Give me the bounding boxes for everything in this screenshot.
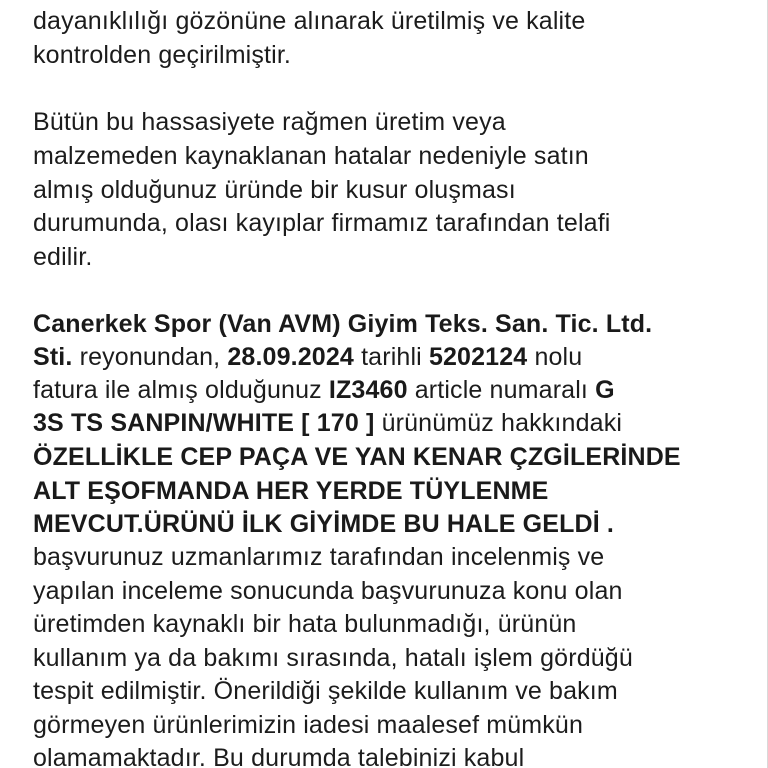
store-name-suffix: Sti. (33, 343, 73, 371)
warranty-line-3: almış olduğunuz üründe bir kusur oluşması (33, 176, 516, 204)
product-name: 3S TS SANPIN/WHITE [ 170 ] (33, 409, 375, 437)
warranty-line-1: Bütün bu hassasiyete rağmen üretim veya (33, 108, 506, 136)
case-line-3 (33, 373, 615, 407)
case-line-15: olamamaktadır. Bu durumda talebinizi kabul (33, 744, 525, 768)
case-line-2 (33, 340, 582, 374)
intro-line-2: kontrolden geçirilmiştir. (33, 41, 292, 69)
text-article: article numaralı (407, 376, 596, 404)
warranty-line-5: edilir. (33, 243, 93, 271)
text-urunumuz: ürünümüz hakkındaki (374, 409, 623, 437)
case-line-14: görmeyen ürünlerimizin iadesi maalesef mümkün (33, 711, 584, 739)
complaint-text-3: MEVCUT.ÜRÜNÜ İLK GİYİMDE BU HALE GELDİ . (33, 510, 615, 538)
case-line-4 (33, 406, 622, 440)
complaint-text-2: ALT EŞOFMANDA HER YERDE TÜYLENME (33, 477, 549, 505)
case-line-9: başvurunuz uzmanlarımız tarafından incelenmiş ve (33, 543, 605, 571)
article-number: IZ3460 (328, 376, 408, 404)
complaint-line-2 (33, 474, 548, 508)
text-reyonundan: reyonundan, (72, 343, 228, 371)
text-fatura: fatura ile almış olduğunuz (33, 376, 329, 404)
complaint-line-1 (33, 440, 681, 474)
product-name-start: G (595, 376, 615, 404)
text-tarihli: tarihli (353, 343, 429, 371)
invoice-date: 28.09.2024 (227, 343, 354, 371)
case-line-10: yapılan inceleme sonucunda başvurunuza konu olan (33, 577, 623, 605)
warranty-line-4: durumunda, olası kayıplar firmamız tarafından telafi (33, 209, 611, 237)
intro-line-1: dayanıklılığı gözönüne alınarak üretilmiş ve kalite (33, 7, 586, 35)
case-line-12: kullanım ya da bakımı sırasında, hatalı işlem gördüğü (33, 644, 633, 672)
complaint-line-3 (33, 507, 614, 541)
case-line-13: tespit edilmiştir. Önerildiği şekilde kullanım ve bakım (33, 677, 618, 705)
case-line-1 (33, 307, 652, 341)
text-nolu: nolu (527, 343, 583, 371)
complaint-text-1: ÖZELLİKLE CEP PAÇA VE YAN KENAR ÇZGİLERİNDE (33, 443, 681, 471)
invoice-number: 5202124 (428, 343, 528, 371)
case-line-11: üretimden kaynaklı bir hata bulunmadığı, ürünün (33, 610, 577, 638)
store-name: Canerkek Spor (Van AVM) Giyim Teks. San. Tic. Ltd. (33, 310, 653, 338)
warranty-line-2: malzemeden kaynaklanan hatalar nedeniyle satın (33, 142, 589, 170)
